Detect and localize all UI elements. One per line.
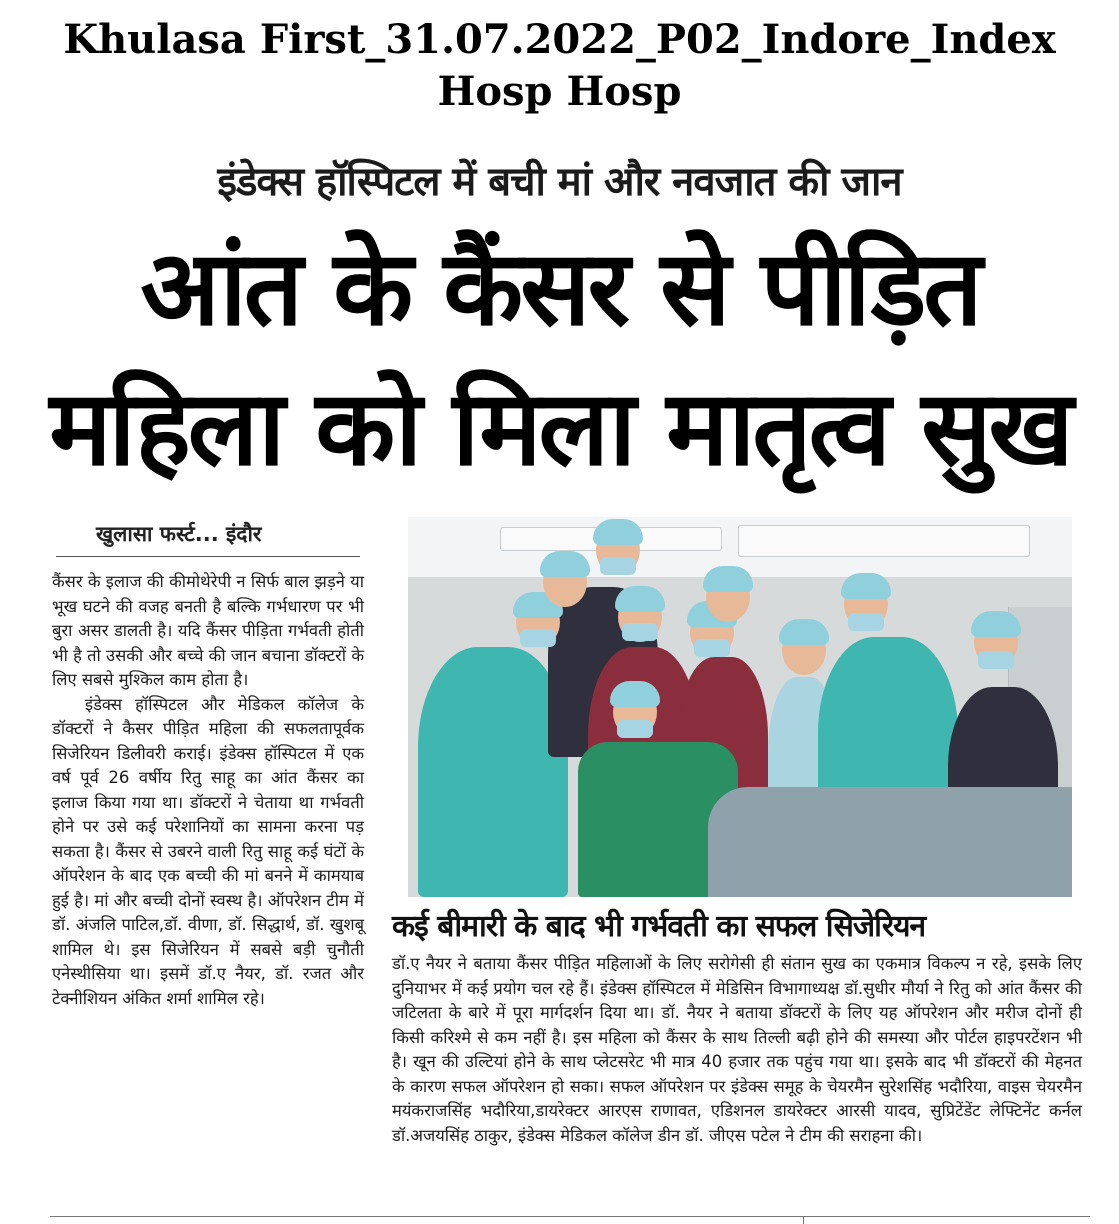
team-photo [408, 517, 1072, 897]
left-paragraph-2: इंडेक्स हॉस्पिटल और मेडिकल कॉलेज के डॉक्टरों ने कैसर पीड़ित महिला की सफलतापूर्वक सिजेरियन डिलीवरी कराई। इंडेक्स हॉस्पिटल में एक वर्ष पूर्व 26 वर्षीय रितु साहू का आंत कैंसर का इलाज किया गया था। डॉक्टरों ने चेताया था गर्भवती होने पर उसे कई परेशानियों का सामना करना पड़ सकता है। कैंसर से उबरने वाली रितु साहू कई घंटों के ऑपरेशन के बाद एक बच्ची की मां बनने में कामयाब हुई है। मां और बच्ची दोनों स्वस्थ है। ऑपरेशन टीम में डॉ. अंजलि पाटिल,डॉ. वीणा, डॉ. सिद्धार्थ, डॉ. खुशबू शामिल थे। इस सिजेरियन में सबसे बड़ी चुनौती एनेस्थीसिया था। इसमें डॉ.ए नैयर, डॉ. रजत और टेक्नीशियन अंकित शर्मा शामिल रहे। [52, 694, 364, 1008]
photo-ac-unit [738, 525, 1030, 557]
document-title-line2: Hosp Hosp [437, 68, 682, 115]
right-paragraph: डॉ.ए नैयर ने बताया कैंसर पीड़ित महिलाओं के लिए सरोगेसी ही संतान सुख का एकमात्र विकल्प न रहे, इसके लिए दुनियाभर में कई प्रयोग चल रहे हैं। इंडेक्स हॉस्पिटल में मेडिसिन विभागाध्यक्ष डॉ.सुधीर मौर्या ने रितु को आंत कैंसर की जटिलता के बारे में पूरा मार्गदर्शन दिया था। डॉ. नैयर ने बताया डॉक्टरों के लिए यह ऑपरेशन और मरीज दोनों ही किसी करिश्मे से कम नहीं है। इस महिला को कैंसर के साथ तिल्ली बढ़ी होने की समस्या और पोर्टल हाइपरटेंशन भी है। खून की उल्टियां होने के साथ प्लेटसरेट भी मात्र 40 हजार तक पहुंच गया था। इसके बाद भी डॉक्टरों की मेहनत के कारण सफल ऑपरेशन हो सका। सफल ऑपरेशन पर इंडेक्स समूह के चेयरमैन सुरेशसिंह भदौरिया, वाइस चेयरमैन मयंकराजसिंह भदौरिया,डायरेक्टर आरएस राणावत, एडिशनल डायरेक्टर आरसी यादव, सुप्रिटेंडेंट लेफ्टिनेंट कर्नल डॉ.अजयसिंह ठाकुर, इंडेक्स मेडिकल कॉलेज डीन डॉ. जीएस पटेल ने टीम की सराहना की। [392, 954, 1082, 1145]
article-headline [30, 218, 1090, 498]
headline-line1: आंत के कैंसर से पीड़ित [140, 227, 980, 349]
photo-cap [841, 573, 891, 599]
photo-cap [540, 551, 590, 577]
left-column [52, 570, 364, 1011]
article-kicker: इंडेक्स हॉस्पिटल में बची मां और नवजात की जान [217, 159, 902, 205]
bottom-divider [50, 1216, 1090, 1217]
right-column [392, 952, 1082, 1148]
photo-cap [610, 681, 660, 707]
photo-mask [600, 557, 636, 575]
photo-patient-bed [708, 787, 1072, 897]
photo-cap [703, 566, 753, 592]
photo-cap [971, 611, 1021, 637]
photo-mask [694, 639, 730, 657]
column-divider-tick [803, 1216, 804, 1224]
left-paragraph-1: कैंसर के इलाज की कीमोथेरेपी न सिर्फ बाल झड़ने या भूख घटने की वजह बनती है बल्कि गर्भधारण पर भी बुरा असर डालती है। यदि कैंसर पीड़िता गर्भवती होती भी है तो उसकी और बच्चे की जान बचाना डॉक्टरों के लिए सबसे मुश्किल काम होता है। [52, 572, 364, 689]
photo-cap [779, 619, 829, 645]
document-title-line1: Khulasa First_31.07.2022_P02_Indore_Index [63, 16, 1056, 63]
photo-mask [520, 629, 556, 647]
byline-divider [56, 556, 360, 557]
headline-line2: महिला को मिला मातृत्व सुख [49, 367, 1071, 489]
article-subhead: कई बीमारी के बाद भी गर्भवती का सफल सिजेरियन [392, 909, 926, 944]
photo-cap [593, 519, 643, 545]
photo-mask [978, 651, 1014, 669]
document-title [0, 14, 1119, 118]
photo-mask [617, 720, 653, 738]
photo-person [418, 647, 568, 897]
photo-mask [622, 623, 658, 641]
byline: खुलासा फर्स्ट... इंदौर [96, 522, 262, 546]
photo-cap [615, 586, 665, 612]
photo-mask [848, 613, 884, 631]
